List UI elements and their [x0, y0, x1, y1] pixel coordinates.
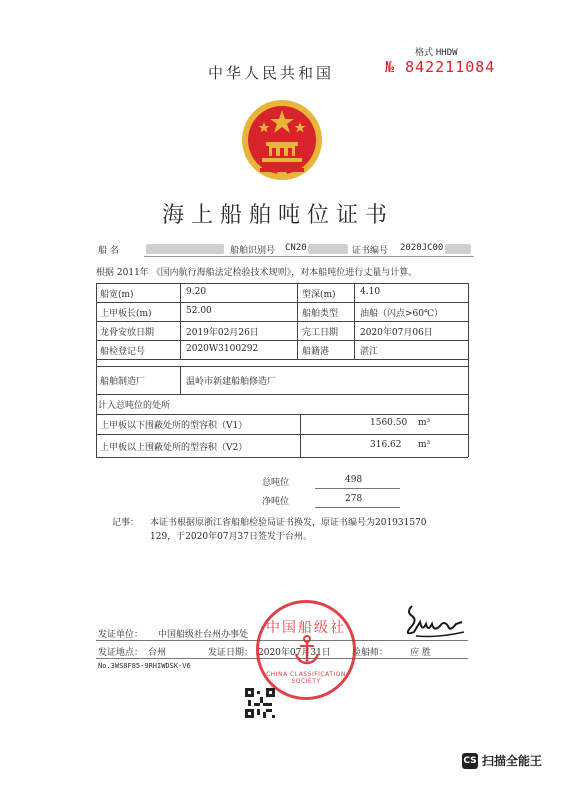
remarks-line-2: 129，于2020年07月37日签发于台州。	[150, 532, 312, 542]
issuer-label: 发证单位：	[98, 630, 144, 640]
ship-id-value: CN20	[285, 243, 307, 253]
included-spaces-label: 计入总吨位的处所	[98, 401, 171, 411]
builder-value: 温岭市新建船舶修造厂	[186, 377, 277, 387]
scanner-watermark	[462, 752, 542, 769]
watermark-text: 扫描全能王	[482, 754, 543, 768]
port-label: 船籍港	[302, 347, 330, 357]
reg-number-label: 船检登记号	[100, 347, 146, 357]
signature-icon	[398, 602, 468, 644]
keel-date-label: 龙骨安放日期	[100, 328, 155, 338]
reg-number-value: 2020W3100292	[186, 344, 259, 354]
port-value: 湛江	[360, 347, 379, 357]
issuer-value: 中国船级社台州办事处	[158, 630, 249, 640]
ship-id-redacted	[308, 244, 348, 254]
v1-label: 上甲板以下围蔽处所的型容积（V1）	[100, 421, 248, 431]
cs-logo-icon: CS	[462, 753, 478, 769]
ship-id-label: 船舶识别号	[230, 246, 276, 256]
gross-tonnage-label: 总吨位	[262, 478, 290, 488]
net-tonnage-label: 净吨位	[262, 497, 290, 507]
keel-date-value: 2019年02月26日	[186, 328, 259, 338]
certificate-title: 海上船舶吨位证书	[162, 203, 395, 228]
breadth-value: 9.20	[186, 287, 207, 297]
remarks-label: 记事：	[112, 518, 140, 528]
completion-date-label: 完工日期	[302, 328, 339, 338]
basis-statement: 根据 2011年 《国内航行海船法定检验技术规则》，对本船吨位进行丈量与计算。	[96, 268, 418, 278]
surveyor-value: 应 胜	[410, 648, 431, 658]
deck-length-value: 52.00	[186, 306, 212, 316]
builder-label: 船舶制造厂	[100, 377, 146, 387]
issue-date-value: 2020年07月31日	[258, 648, 331, 658]
v2-value: 316.62	[370, 440, 402, 450]
issue-place-label: 发证地点：	[98, 648, 144, 658]
v1-value: 1560.50	[370, 418, 408, 428]
official-seal: 中国船级社 CHINA CLASSIFICATION SOCIETY	[256, 600, 356, 700]
format-code	[415, 45, 458, 58]
format-value: HHDW	[435, 48, 458, 58]
document-code: No.3WS8F85-9RHIWDSK-V6	[98, 662, 191, 670]
deck-length-label: 上甲板长(m)	[100, 309, 152, 319]
ship-type-value: 油船（闪点>60℃）	[360, 309, 444, 319]
ship-name-redacted	[146, 244, 224, 254]
remarks-line-1: 本证书根据原浙江省船舶检验局证书换发，原证书编号为201931570	[150, 518, 427, 528]
surveyor-label: 验船师：	[352, 648, 389, 658]
gross-tonnage-value: 498	[345, 475, 363, 485]
qr-code-icon	[245, 688, 275, 718]
anchor-icon	[293, 635, 321, 665]
format-label: 格式	[415, 48, 434, 58]
net-tonnage-value: 278	[345, 494, 363, 504]
issue-place-value: 台州	[148, 648, 167, 658]
completion-date-value: 2020年07月06日	[360, 328, 433, 338]
national-emblem-icon	[240, 96, 324, 186]
cert-number-redacted	[445, 244, 471, 254]
v2-unit: m³	[418, 440, 431, 450]
depth-label: 型深(m)	[302, 290, 336, 300]
depth-value: 4.10	[360, 287, 381, 297]
cert-number-label: 证书编号	[352, 246, 389, 256]
v1-unit: m³	[418, 418, 431, 428]
country-name: 中华人民共和国	[208, 64, 335, 82]
v2-label: 上甲板以上围蔽处所的型容积（V2）	[100, 443, 248, 453]
breadth-label: 船宽(m)	[100, 290, 134, 300]
ship-type-label: 船舶类型	[302, 309, 339, 319]
serial-number: № 842211084	[385, 58, 496, 76]
ship-name-label: 船 名	[98, 246, 119, 256]
cert-number-value: 2020JC00	[400, 243, 444, 253]
issue-date-label: 发证日期：	[208, 648, 254, 658]
